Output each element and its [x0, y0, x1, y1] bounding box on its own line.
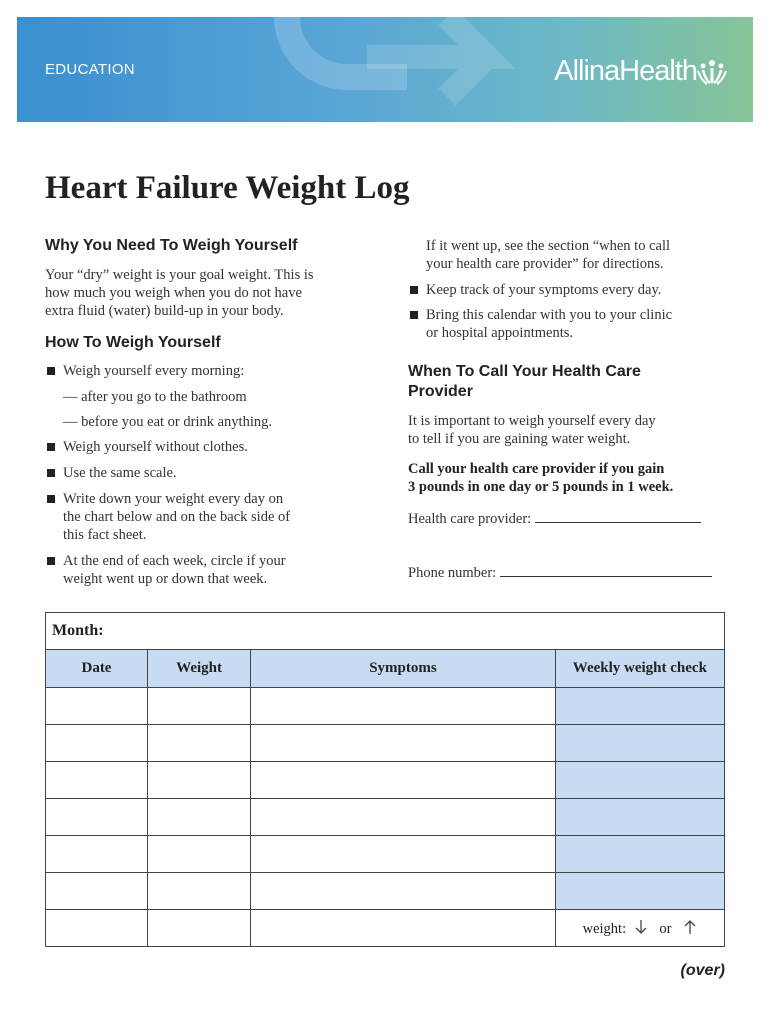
date-cell[interactable]: [46, 762, 148, 799]
weight-log-table: [45, 612, 725, 947]
phone-line[interactable]: [500, 562, 712, 577]
table-row: [46, 688, 725, 725]
table-row: [46, 762, 725, 799]
symptoms-header: Symptoms: [251, 650, 556, 688]
how-bullet-4-line-2: the chart below and on the back side of: [63, 509, 291, 525]
weekly-check-result-cell: [555, 910, 724, 947]
or-label: or: [659, 920, 672, 937]
month-label: Month:: [52, 622, 104, 639]
how-bullet-2: Weigh yourself without clothes.: [45, 438, 248, 456]
page-title: Heart Failure Weight Log: [45, 170, 410, 206]
weight-cell[interactable]: [147, 799, 250, 836]
weekly-check-cell: [555, 873, 724, 910]
call-warning-2: 3 pounds in one day or 5 pounds in 1 week.: [408, 479, 674, 495]
table-row: [46, 836, 725, 873]
how-dash-2: — before you eat or drink anything.: [63, 414, 272, 430]
table-row: [46, 725, 725, 762]
arrow-down-icon[interactable]: [634, 919, 648, 935]
table-row: [46, 910, 725, 947]
symptoms-cell[interactable]: [251, 762, 556, 799]
date-cell[interactable]: [46, 725, 148, 762]
date-cell[interactable]: [46, 836, 148, 873]
weekly-check-cell: [555, 725, 724, 762]
how-bullet-3: Use the same scale.: [45, 464, 177, 482]
weight-cell[interactable]: [147, 762, 250, 799]
over-label: (over): [680, 962, 725, 979]
date-cell[interactable]: [46, 873, 148, 910]
header-banner: [17, 17, 753, 122]
logo-text: AllinaHealth: [554, 55, 697, 87]
symptoms-cell[interactable]: [251, 836, 556, 873]
continued-text-1: If it went up, see the section “when to call: [426, 238, 671, 254]
weight-cell[interactable]: [147, 910, 250, 947]
bring-calendar-bullet: Bring this calendar with you to your clinic: [408, 306, 672, 324]
why-heading: Why You Need To Weigh Yourself: [45, 237, 298, 254]
provider-line[interactable]: [535, 508, 701, 523]
how-dash-1: — after you go to the bathroom: [63, 389, 247, 405]
how-bullet-5: At the end of each week, circle if your: [45, 552, 286, 570]
weight-cell[interactable]: [147, 836, 250, 873]
how-bullet-1: Weigh yourself every morning:: [45, 362, 244, 380]
bring-calendar-line-2: or hospital appointments.: [426, 325, 573, 341]
symptoms-cell[interactable]: [251, 725, 556, 762]
call-heading-2: Provider: [408, 383, 473, 400]
weight-cell[interactable]: [147, 725, 250, 762]
weekly-check-cell: [555, 688, 724, 725]
weekly-check-cell: [555, 762, 724, 799]
weekly-check-header: Weekly weight check: [555, 650, 724, 688]
symptoms-cell[interactable]: [251, 688, 556, 725]
provider-field[interactable]: [408, 508, 701, 528]
weight-cell[interactable]: [147, 873, 250, 910]
weekly-check-cell: [555, 836, 724, 873]
how-heading: How To Weigh Yourself: [45, 334, 221, 351]
weight-cell[interactable]: [147, 688, 250, 725]
why-text-3: extra fluid (water) build-up in your body.: [45, 303, 284, 319]
logo-people-icon: [697, 59, 727, 85]
phone-label: Phone number:: [408, 565, 497, 581]
call-text-2: to tell if you are gaining water weight.: [408, 431, 631, 447]
continued-text-2: your health care provider” for directions.: [426, 256, 664, 272]
weight-result-label: weight:: [582, 920, 627, 937]
date-cell[interactable]: [46, 910, 148, 947]
date-cell[interactable]: [46, 688, 148, 725]
weight-header: Weight: [147, 650, 250, 688]
how-bullet-4: Write down your weight every day on: [45, 490, 283, 508]
education-label: EDUCATION: [45, 61, 135, 78]
allina-health-logo: [554, 55, 727, 88]
month-cell[interactable]: [46, 613, 725, 650]
why-text-1: Your “dry” weight is your goal weight. This is: [45, 267, 314, 283]
symptoms-cell[interactable]: [251, 910, 556, 947]
call-warning-1: Call your health care provider if you gain: [408, 461, 665, 477]
arrow-up-icon[interactable]: [683, 919, 697, 935]
provider-label: Health care provider:: [408, 511, 532, 527]
date-header: Date: [46, 650, 148, 688]
call-text-1: It is important to weigh yourself every day: [408, 413, 656, 429]
symptoms-cell[interactable]: [251, 873, 556, 910]
call-heading-1: When To Call Your Health Care: [408, 363, 641, 380]
weekly-check-cell: [555, 799, 724, 836]
date-cell[interactable]: [46, 799, 148, 836]
how-bullet-4-line-3: this fact sheet.: [63, 527, 147, 543]
how-bullet-5-line-2: weight went up or down that week.: [63, 571, 268, 587]
phone-field[interactable]: [408, 562, 712, 582]
symptoms-cell[interactable]: [251, 799, 556, 836]
table-header-row: [46, 650, 725, 688]
track-symptoms-bullet: Keep track of your symptoms every day.: [408, 281, 661, 299]
table-row: [46, 873, 725, 910]
why-text-2: how much you weigh when you do not have: [45, 285, 302, 301]
table-row: [46, 799, 725, 836]
